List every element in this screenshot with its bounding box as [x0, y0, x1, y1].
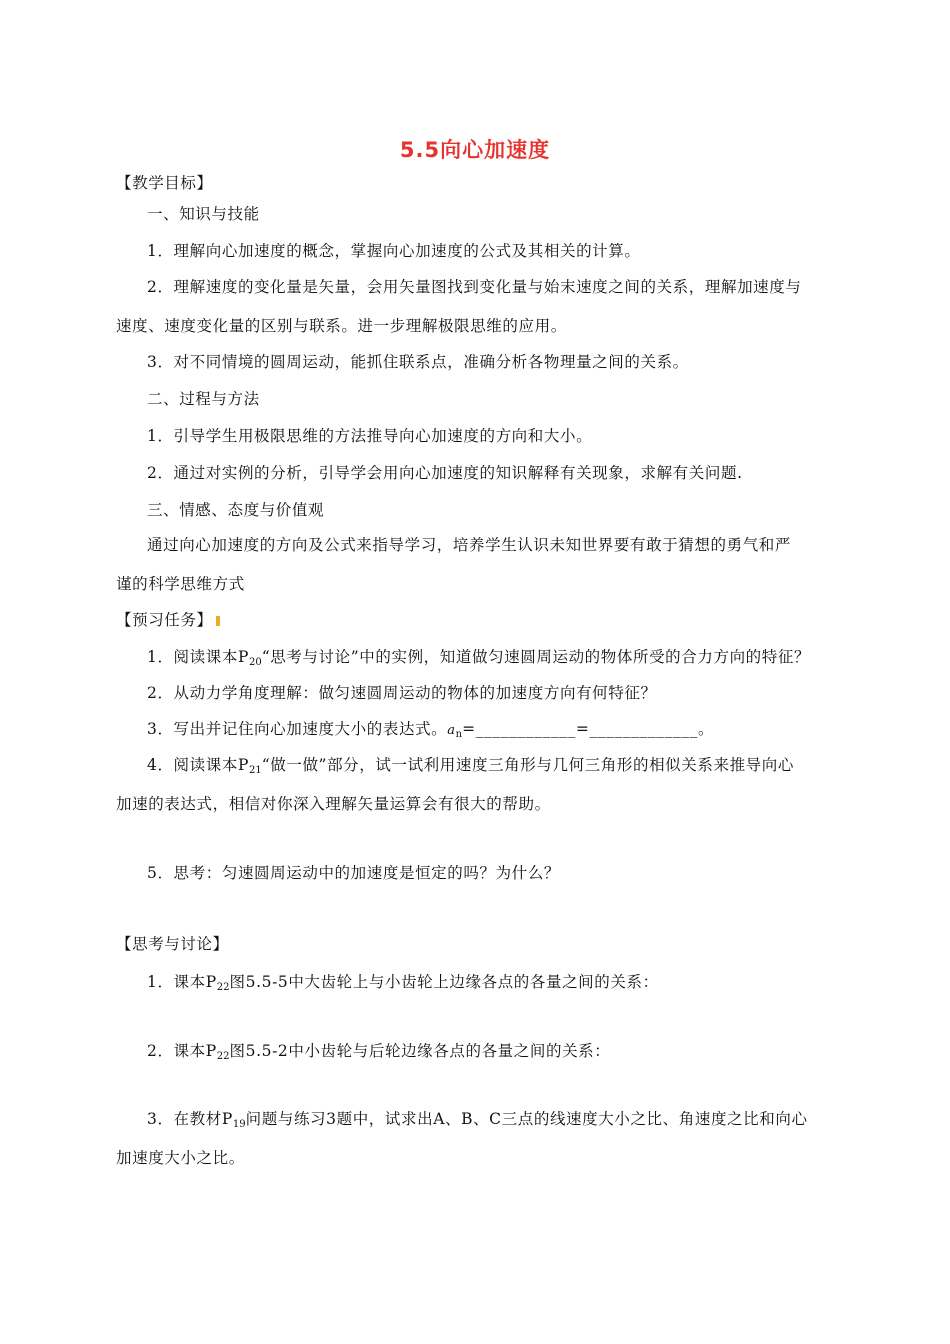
- goal-item-3: 3．对不同情境的圆周运动，能抓住联系点，准确分析各物理量之间的关系。: [147, 353, 689, 371]
- process-item-1: 1．引导学生用极限思维的方法推导向心加速度的方向和大小。: [147, 427, 593, 445]
- discussion-item-1-b: 图5.5-5中大齿轮上与小齿轮上边缘各点的各量之间的关系：: [229, 973, 659, 991]
- preview-item-4: [147, 754, 794, 782]
- goal-item-2-line-1: 2．理解速度的变化量是矢量，会用矢量图找到变化量与始末速度之间的关系，理解加速度与: [147, 278, 802, 296]
- page-ref-sub: 20: [249, 657, 262, 668]
- discussion-item-3: [147, 1108, 808, 1136]
- page-ref-sub: 22: [216, 1051, 230, 1062]
- formula-symbol: a: [447, 723, 456, 738]
- process-method-title: 二、过程与方法: [147, 390, 260, 408]
- discussion-item-1: [147, 971, 659, 999]
- emotion-values-title: 三、情感、态度与价值观: [147, 501, 325, 519]
- preview-item-1-a: 1．阅读课本P: [147, 648, 249, 666]
- preview-item-2: 2．从动力学角度理解：做匀速圆周运动的物体的加速度方向有何特征？: [147, 684, 657, 702]
- goals-heading: 【教学目标】: [116, 174, 213, 192]
- preview-item-1-b: “思考与讨论”中的实例，知道做匀速圆周运动的物体所受的合力方向的特征？: [261, 648, 811, 666]
- emotion-text-line-2: 谨的科学思维方式: [116, 575, 245, 593]
- preview-heading: [116, 609, 220, 631]
- page-ref-sub: 22: [216, 982, 230, 993]
- preview-item-3: [147, 718, 714, 746]
- preview-item-3-blanks: =____________=_____________。: [462, 720, 715, 738]
- preview-item-1: [147, 646, 810, 674]
- discussion-item-3-a: 3．在教材P: [147, 1110, 233, 1128]
- emotion-text-line-1: 通过向心加速度的方向及公式来指导学习，培养学生认识未知世界要有敢于猜想的勇气和严: [147, 536, 792, 554]
- preview-item-3-a: 3．写出并记住向心加速度大小的表达式。: [147, 720, 448, 738]
- preview-item-4-line-2: 加速的表达式，相信对你深入理解矢量运算会有很大的帮助。: [116, 795, 551, 813]
- discussion-item-2: [147, 1040, 610, 1068]
- process-item-2: 2．通过对实例的分析，引导学会用向心加速度的知识解释有关现象，求解有关问题.: [147, 464, 743, 482]
- highlight-mark: [216, 616, 220, 626]
- preview-heading-text: 【预习任务】: [116, 611, 213, 629]
- goal-item-2-line-2: 速度、速度变化量的区别与联系。进一步理解极限思维的应用。: [116, 317, 567, 335]
- discussion-item-2-a: 2．课本P: [147, 1042, 217, 1060]
- discussion-item-1-a: 1．课本P: [147, 973, 217, 991]
- discussion-item-3-b: 问题与练习3题中，试求出A、B、C三点的线速度大小之比、角速度之比和向心: [245, 1110, 808, 1128]
- preview-item-4-a: 4．阅读课本P: [147, 756, 249, 774]
- page-title: 5.5向心加速度: [399, 138, 551, 162]
- preview-item-4-b: “做一做”部分，试一试利用速度三角形与几何三角形的相似关系来推导向心: [261, 756, 794, 774]
- acceleration-formula: [447, 723, 462, 738]
- page-ref-sub: 19: [232, 1119, 246, 1130]
- knowledge-skills-title: 一、知识与技能: [147, 205, 260, 223]
- discussion-heading: 【思考与讨论】: [116, 935, 229, 953]
- formula-sub: n: [455, 729, 463, 740]
- page-ref-sub: 21: [249, 765, 262, 776]
- discussion-item-2-b: 图5.5-2中小齿轮与后轮边缘各点的各量之间的关系：: [229, 1042, 611, 1060]
- preview-item-5: 5．思考：匀速圆周运动中的加速度是恒定的吗？为什么？: [147, 864, 560, 882]
- discussion-item-3-line-2: 加速度大小之比。: [116, 1149, 245, 1167]
- goal-item-1: 1．理解向心加速度的概念，掌握向心加速度的公式及其相关的计算。: [147, 242, 641, 260]
